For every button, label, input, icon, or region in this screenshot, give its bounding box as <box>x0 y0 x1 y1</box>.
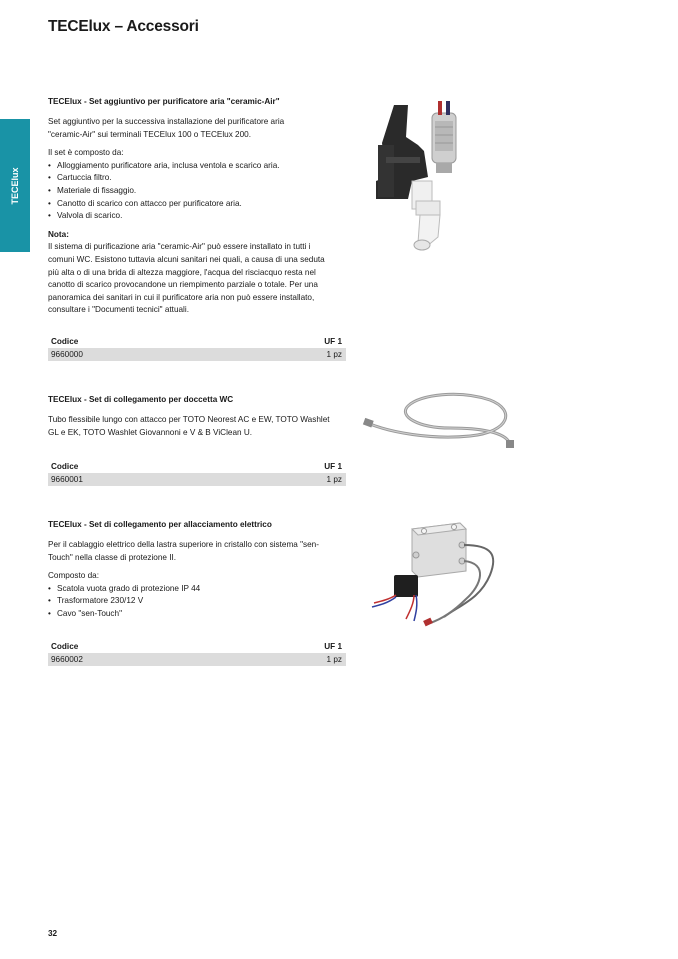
note-line: consultare i "Documenti tecnici" attuali. <box>48 305 189 315</box>
section-title: TECElux - Set di collegamento per allacciamento elettrico <box>48 520 272 529</box>
product-table <box>48 336 346 361</box>
list-heading: Il set è composto da: <box>48 148 124 158</box>
section-electrical <box>48 520 346 627</box>
note-line: più alta o di una brida di altezza maggiore, l'acqua del risciacquo resta nel <box>48 267 316 277</box>
product-code: 9660002 <box>51 655 83 664</box>
list-item: • Materiale di fissaggio. <box>48 185 346 198</box>
intro-line: "ceramic-Air" sui terminali TECElux 100 o TECElux 200. <box>48 129 251 139</box>
section-intro <box>48 116 346 141</box>
list-heading: Composto da: <box>48 571 99 581</box>
electrical-set-image <box>362 515 512 637</box>
col-unit-header: UF 1 <box>324 642 342 651</box>
page-number: 32 <box>48 929 58 938</box>
ceramic-air-set-image <box>372 97 472 257</box>
section-intro <box>48 414 346 439</box>
note-label: Nota: <box>48 229 69 239</box>
note-line: canotto di scarico provocandone un riempimento parziale o totale. Per una <box>48 280 318 290</box>
table-header <box>48 336 346 348</box>
table-header <box>48 461 346 473</box>
list-item: • Cavo "sen-Touch" <box>48 608 346 621</box>
col-code-header: Codice <box>51 642 79 651</box>
col-code-header: Codice <box>51 337 79 346</box>
side-tab <box>0 119 30 252</box>
section-bidet-hose <box>48 395 346 445</box>
table-row <box>48 653 346 666</box>
product-code: 9660001 <box>51 475 83 484</box>
note-line: panoramica dei sanitari in cui il purificatore aria non può essere installato, <box>48 292 315 302</box>
col-unit-header: UF 1 <box>324 462 342 471</box>
product-table <box>48 641 346 666</box>
section-intro <box>48 539 346 564</box>
col-unit-header: UF 1 <box>324 337 342 346</box>
product-table <box>48 461 346 486</box>
note-line: comuni WC. Esistono tuttavia alcuni sanitari nei quali, a causa di una seduta <box>48 254 325 264</box>
product-qty: 1 pz <box>326 475 342 484</box>
intro-line: Per il cablaggio elettrico della lastra superiore in cristallo con sistema "sen- <box>48 540 319 549</box>
component-list <box>48 160 346 223</box>
list-item: • Valvola di scarico. <box>48 210 346 223</box>
section-title: TECElux - Set di collegamento per doccetta WC <box>48 395 234 404</box>
page-title: TECElux – Accessori <box>48 18 199 35</box>
table-row <box>48 473 346 486</box>
list-item: • Scatola vuota grado di protezione IP 44 <box>48 583 346 596</box>
product-qty: 1 pz <box>326 655 342 664</box>
product-qty: 1 pz <box>326 350 342 359</box>
intro-line: Touch" nella classe di protezione II. <box>48 552 177 562</box>
list-item: • Trasformatore 230/12 V <box>48 595 346 608</box>
table-header <box>48 641 346 653</box>
section-ceramic-air <box>48 97 346 323</box>
list-item: • Cartuccia filtro. <box>48 172 346 185</box>
intro-line: Tubo flessibile lungo con attacco per TOTO Neorest AC e EW, TOTO Washlet <box>48 415 330 424</box>
section-title: TECElux - Set aggiuntivo per purificatore aria "ceramic-Air" <box>48 97 280 106</box>
side-tab-label: TECElux <box>10 166 20 205</box>
intro-line: Set aggiuntivo per la successiva installazione del purificatore aria <box>48 117 285 126</box>
list-item: • Canotto di scarico con attacco per purificatore aria. <box>48 198 346 211</box>
component-list <box>48 583 346 621</box>
product-code: 9660000 <box>51 350 83 359</box>
list-item: • Alloggiamento purificatore aria, inclusa ventola e scarico aria. <box>48 160 346 173</box>
col-code-header: Codice <box>51 462 79 471</box>
table-row <box>48 348 346 361</box>
note-line: Il sistema di purificazione aria "ceramic-Air" può essere installato in tutti i <box>48 242 311 252</box>
note-text <box>48 241 346 317</box>
intro-line: GL e EK, TOTO Washlet Giovannoni e V & B ViClean U. <box>48 427 253 437</box>
flexible-hose-image <box>360 388 520 450</box>
